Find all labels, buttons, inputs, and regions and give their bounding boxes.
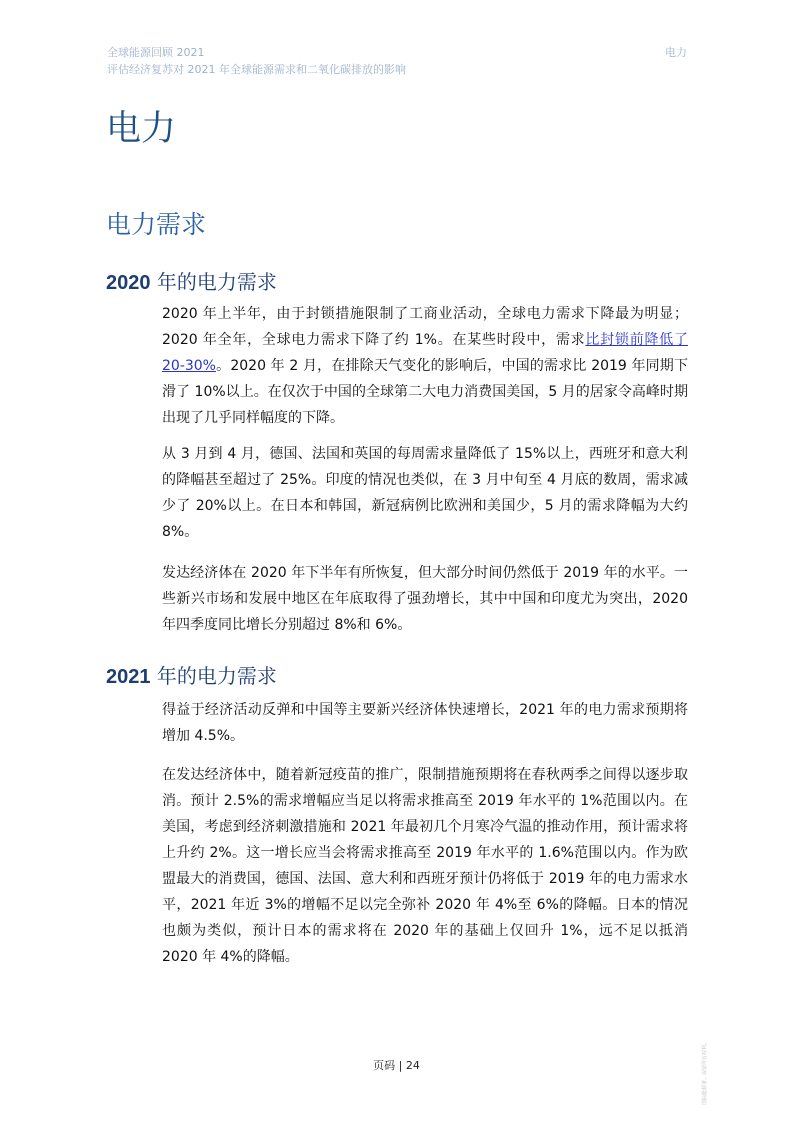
page-title: 电力	[106, 109, 177, 149]
header-section-name: 电力	[665, 46, 687, 59]
heading-2020-year: 2020	[106, 272, 151, 294]
paragraph-text: 2020 年上半年，由于封锁措施限制了工商业活动，全球电力需求下降最为明显；2020 年全年，全球电力需求下降了约 1%。在某些时段中，需求	[162, 306, 688, 348]
paragraph-2021-2	[162, 762, 688, 970]
paragraph-text: 得益于经济活动反弹和中国等主要新兴经济体快速增长，2021 年的电力需求预期将增加 4.5%。	[162, 702, 688, 744]
paragraph-2020-3	[162, 560, 688, 638]
paragraph-text: 发达经济体在 2020 年下半年有所恢复，但大部分时间仍然低于 2019 年的水平。一些新兴市场和发展中地区在年底取得了强劲增长，其中中国和印度尤为突出，2020 年四季度同比增长分别超过 8%和 6%。	[162, 565, 688, 633]
document-header	[107, 44, 406, 78]
paragraph-2020-2	[162, 441, 688, 545]
heading-2021-text: 年的电力需求	[150, 664, 277, 688]
paragraph-2021-1	[162, 697, 688, 749]
paragraph-2020-1	[162, 301, 688, 431]
section-subtitle: 电力需求	[106, 210, 207, 239]
page-footer	[0, 1058, 793, 1074]
heading-2020-text: 年的电力需求	[150, 270, 277, 294]
header-report-title: 全球能源回顾 2021	[107, 46, 205, 59]
heading-2021	[106, 660, 277, 693]
page-number: 24	[405, 1059, 420, 1072]
paragraph-text: 。2020 年 2 月，在排除天气变化的影响后，中国的需求比 2019 年同期下滑了 10%以上。在仅次于中国的全球第二大电力消费国美国，5 月的居家令高峰时期出现了几乎同样幅度的下降。	[162, 358, 688, 426]
copyright-text: 国际能源署。保留所有权利。	[702, 1039, 708, 1105]
paragraph-text: 从 3 月到 4 月，德国、法国和英国的每周需求量降低了 15%以上，西班牙和意大利的降幅甚至超过了 25%。印度的情况也类似，在 3 月中旬至 4 月底的数周，需求减少了 20%以上。在日本和韩国，新冠病例比欧洲和美国少，5 月的需求降幅为大约 8%。	[162, 446, 688, 540]
lockdown-demand-link[interactable]: 比封锁前降低了 20-30%	[162, 332, 688, 374]
page-number-label: 页码 |	[373, 1059, 406, 1072]
paragraph-text: 在发达经济体中，随着新冠疫苗的推广，限制措施预期将在春秋两季之间得以逐步取消。预计 2.5%的需求增幅应当足以将需求推高至 2019 年水平的 1%范围以内。在美国，考虑到经济刺激措施和 2021 年最初几个月寒冷气温的推动作用，预计需求将上升约 2%。这一增长应当会将需求推高至 2019 年水平的 1.6%范围以内。作为欧盟最大的消费国，德国、法国、意大利和西班牙预计仍将低于 2019 年的电力需求水平，2021 年近 3%的增幅不足以完全弥补 2020 年 4%至 6%的降幅。日本的情况也颇为类似，预计日本的需求将在 2020 年的基础上仅回升 1%，远不足以抵消 2020 年 4%的降幅。	[162, 767, 688, 965]
header-report-subtitle: 评估经济复苏对 2021 年全球能源需求和二氧化碳排放的影响	[107, 63, 406, 76]
heading-2021-year: 2021	[106, 666, 151, 688]
heading-2020	[106, 266, 277, 299]
